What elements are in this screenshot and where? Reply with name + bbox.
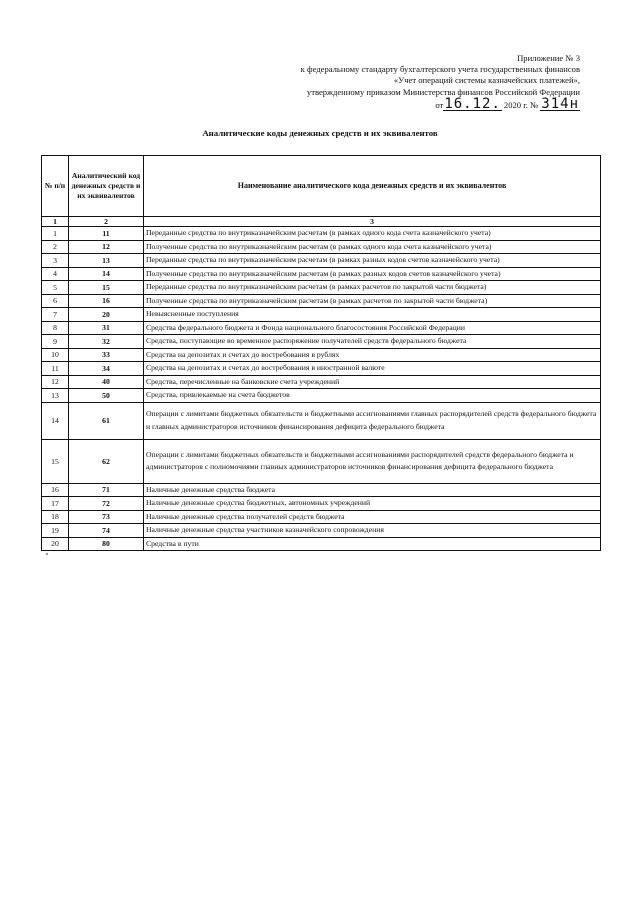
row-code: 71: [69, 483, 144, 497]
handwritten-order-number: 314н: [541, 95, 579, 112]
table-body: [42, 227, 601, 551]
codes-table: [41, 155, 601, 551]
row-number: 1: [42, 227, 69, 241]
row-code: 32: [69, 335, 144, 349]
table-row: [42, 537, 601, 551]
row-code: 62: [69, 439, 144, 483]
handwritten-date: 16.12.: [444, 95, 501, 112]
date-prefix: от: [435, 99, 444, 110]
row-number: 14: [42, 402, 69, 439]
document-title: Аналитические коды денежных средств и их эквивалентов: [202, 128, 438, 138]
header-name: Наименование аналитического кода денежных средств и их эквивалентов: [144, 156, 601, 217]
row-number: 5: [42, 281, 69, 295]
row-number: 12: [42, 375, 69, 389]
table-row: [42, 240, 601, 254]
appendix-standard: к федеральному стандарту бухгалтерского учета государственных финансов: [300, 64, 580, 75]
table-row: [42, 362, 601, 376]
table-row: [42, 524, 601, 538]
header-row-number: № п/п: [42, 156, 69, 217]
table-row: [42, 510, 601, 524]
row-number: 19: [42, 524, 69, 538]
column-number-row: [42, 217, 601, 227]
row-name: Наличные денежные средства получателей средств бюджета: [144, 510, 601, 524]
row-code: 80: [69, 537, 144, 551]
table-row: [42, 321, 601, 335]
table-row: [42, 439, 601, 483]
table-row: [42, 348, 601, 362]
row-number: 3: [42, 254, 69, 268]
row-name: Средства, поступающие во временное распоряжение получателей средств федерального бюджета: [144, 335, 601, 349]
row-name: Средства в пути: [144, 537, 601, 551]
row-number: 18: [42, 510, 69, 524]
appendix-header: [280, 53, 580, 111]
scan-speck: [46, 553, 48, 555]
table-row: [42, 227, 601, 241]
column-number-1: 1: [42, 217, 69, 227]
date-year: 2020 г. №: [503, 99, 539, 110]
row-name: Невыясненные поступления: [144, 308, 601, 322]
row-name: Наличные денежные средства бюджетных, автономных учреждений: [144, 497, 601, 511]
row-code: 40: [69, 375, 144, 389]
row-code: 73: [69, 510, 144, 524]
header-code: Аналитический код денежных средств и их эквивалентов: [69, 156, 144, 217]
row-code: 12: [69, 240, 144, 254]
row-number: 17: [42, 497, 69, 511]
row-number: 9: [42, 335, 69, 349]
table-row: [42, 483, 601, 497]
table-row: [42, 389, 601, 403]
table-row: [42, 375, 601, 389]
row-name: Переданные средства по внутриказначейским расчетам (в рамках одного кода счета казначейского учета): [144, 227, 601, 241]
row-number: 20: [42, 537, 69, 551]
row-name: Средства на депозитах и счетах до востребования в иностранной валюте: [144, 362, 601, 376]
row-name: Наличные денежные средства бюджета: [144, 483, 601, 497]
row-name: Полученные средства по внутриказначейским расчетам (в рамках одного кода счета казначейского учета): [144, 240, 601, 254]
row-number: 6: [42, 294, 69, 308]
row-code: 72: [69, 497, 144, 511]
row-number: 2: [42, 240, 69, 254]
row-name: Наличные денежные средства участников казначейского сопровождения: [144, 524, 601, 538]
row-code: 31: [69, 321, 144, 335]
column-number-2: 2: [69, 217, 144, 227]
row-number: 11: [42, 362, 69, 376]
row-name: Переданные средства по внутриказначейским расчетам (в рамках разных кодов счетов казначейского учета): [144, 254, 601, 268]
table-row: [42, 308, 601, 322]
row-code: 11: [69, 227, 144, 241]
row-code: 74: [69, 524, 144, 538]
row-name: Средства, перечисленные на банковские счета учреждений: [144, 375, 601, 389]
row-code: 15: [69, 281, 144, 295]
row-code: 61: [69, 402, 144, 439]
row-name: Переданные средства по внутриказначейским расчетам (в рамках расчетов по закрытой части бюджета): [144, 281, 601, 295]
row-name: Полученные средства по внутриказначейским расчетам (в рамках расчетов по закрытой части бюджета): [144, 294, 601, 308]
row-number: 10: [42, 348, 69, 362]
row-name: Операции с лимитами бюджетных обязательств и бюджетными ассигнованиями распорядителей средств федерального бюджета и администраторов с полномочиями главных администраторов источников финансирования дефицита федерального бюджета: [144, 439, 601, 483]
appendix-number: Приложение № 3: [517, 53, 580, 63]
table-row: [42, 335, 601, 349]
appendix-approval: утвержденному приказом Министерства финансов Российской Федерации: [306, 86, 580, 97]
row-code: 50: [69, 389, 144, 403]
row-code: 16: [69, 294, 144, 308]
table-header-row: [42, 156, 601, 217]
table-row: [42, 294, 601, 308]
row-name: Операции с лимитами бюджетных обязательств и бюджетными ассигнованиями главных распорядителей средств федерального бюджета и главных администраторов источников финансирования дефицита федерального бюджета: [144, 402, 601, 439]
row-code: 33: [69, 348, 144, 362]
row-name: Средства федерального бюджета и Фонда национального благосостояния Российской Федерации: [144, 321, 601, 335]
row-number: 13: [42, 389, 69, 403]
table-row: [42, 402, 601, 439]
table-row: [42, 281, 601, 295]
table-row: [42, 254, 601, 268]
row-name: Полученные средства по внутриказначейским расчетам (в рамках разных кодов счетов казначейского учета): [144, 267, 601, 281]
appendix-standard-name: «Учет операций системы казначейских платежей»,: [393, 75, 580, 86]
row-number: 4: [42, 267, 69, 281]
row-number: 16: [42, 483, 69, 497]
row-number: 8: [42, 321, 69, 335]
approval-date-line: [280, 95, 580, 112]
row-name: Средства на депозитах и счетах до востребования в рублях: [144, 348, 601, 362]
row-code: 20: [69, 308, 144, 322]
row-code: 34: [69, 362, 144, 376]
row-code: 13: [69, 254, 144, 268]
row-name: Средства, привлекаемые на счета бюджетов: [144, 389, 601, 403]
row-code: 14: [69, 267, 144, 281]
column-number-3: 3: [144, 217, 601, 227]
table-row: [42, 267, 601, 281]
row-number: 7: [42, 308, 69, 322]
table-row: [42, 497, 601, 511]
row-number: 15: [42, 439, 69, 483]
